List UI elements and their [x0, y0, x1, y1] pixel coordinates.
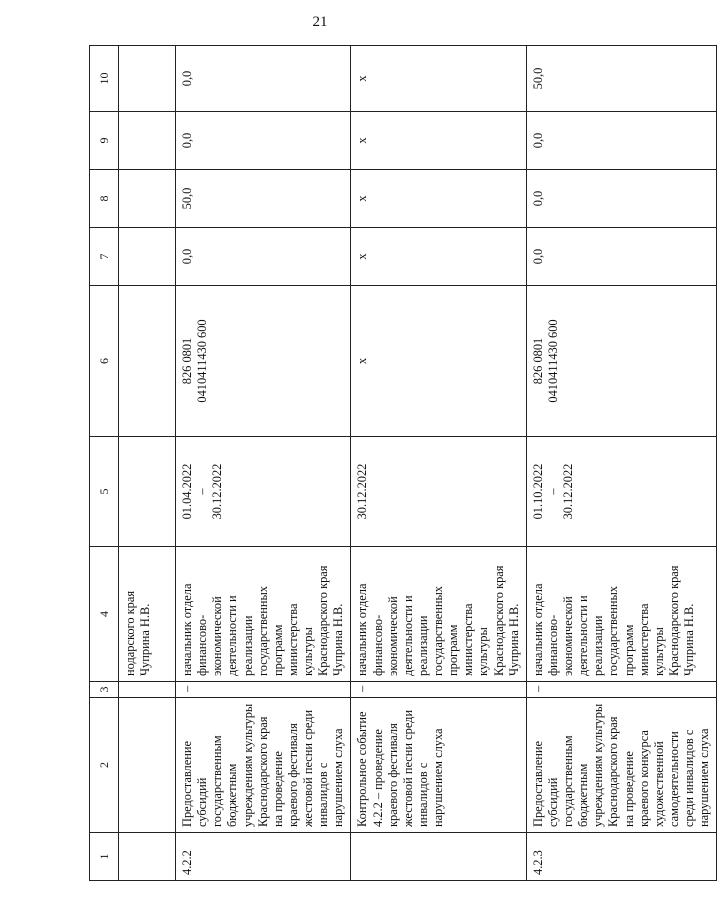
value-col10: х	[351, 46, 526, 112]
period-start: 30.12.2022	[355, 463, 370, 520]
value-col7: 0,0	[526, 228, 717, 286]
column-header: 6	[90, 286, 119, 437]
table-row	[176, 46, 351, 881]
kbk-line-1: 826 0801	[530, 337, 545, 385]
row-col3: –	[176, 682, 351, 698]
table-cell	[119, 698, 176, 833]
period-dash: –	[545, 488, 560, 495]
column-header: 8	[90, 170, 119, 228]
value-col9: 0,0	[176, 112, 351, 170]
row-responsible: начальник отдела финансово-экономической деятельности и реализации государственных программ министерства культуры Краснодарского края Чуприна Н.В.	[351, 547, 526, 682]
value-col7: 0,0	[176, 228, 351, 286]
budget-table	[89, 45, 717, 881]
table-cell	[119, 46, 176, 112]
table-cell	[119, 170, 176, 228]
row-period	[176, 437, 351, 547]
column-header: 4	[90, 547, 119, 682]
rotated-table-frame	[89, 46, 712, 881]
row-col3: –	[351, 682, 526, 698]
responsible-continuation: нодарского края Чуприна Н.В.	[119, 547, 176, 682]
row-kbk	[526, 286, 717, 437]
value-col10: 50,0	[526, 46, 717, 112]
value-col10: 0,0	[176, 46, 351, 112]
row-col3: –	[526, 682, 717, 698]
column-header: 7	[90, 228, 119, 286]
row-kbk	[351, 286, 526, 437]
kbk-line-1: 826 0801	[180, 337, 194, 385]
column-header: 5	[90, 437, 119, 547]
value-col9: 0,0	[526, 112, 717, 170]
kbk-line-1: х	[355, 357, 370, 365]
row-period	[526, 437, 717, 547]
period-end: 30.12.2022	[561, 463, 575, 520]
column-header: 10	[90, 46, 119, 112]
table-row	[351, 46, 526, 881]
value-col8: 50,0	[176, 170, 351, 228]
row-code: 4.2.3	[526, 833, 717, 881]
kbk-line-2: 0410411430 600	[545, 319, 560, 403]
value-col7: х	[351, 228, 526, 286]
row-period	[351, 437, 526, 547]
row-responsible: начальник отдела финансово-экономической деятельности и реализации государственных программ министерства культуры Краснодарского края Чуприна Н.В.	[176, 547, 351, 682]
row-responsible: начальник отдела финансово-экономической деятельности и реализации государственных программ министерства культуры Краснодарского края Чуприна Н.В.	[526, 547, 717, 682]
value-col8: 0,0	[526, 170, 717, 228]
row-code	[351, 833, 526, 881]
table-cell	[119, 833, 176, 881]
row-kbk	[176, 286, 351, 437]
table-cell	[119, 682, 176, 698]
column-header: 2	[90, 698, 119, 833]
column-header: 1	[90, 833, 119, 881]
continuation-row	[119, 46, 176, 881]
table-row	[526, 46, 717, 881]
period-end: 30.12.2022	[210, 463, 225, 520]
table-cell	[119, 228, 176, 286]
period-start: 01.10.2022	[530, 463, 545, 520]
row-description: Контрольное событие 4.2.2 – проведение краевого фестиваля жестовой песни среди инвалидов с нарушением слуха	[351, 698, 526, 833]
value-col8: х	[351, 170, 526, 228]
row-description: Предоставление субсидий государственным бюджетным учреждениям культуры Краснодарского края на проведение краевого конкурса художественной самодеятельности среди инвалидов с нарушением слуха	[526, 698, 717, 833]
page-number: 21	[312, 14, 328, 30]
row-description: Предоставление субсидий государственным бюджетным учреждениям культуры Краснодарского края на проведение краевого фестиваля жестовой песни среди инвалидов с нарушением слуха	[176, 698, 351, 833]
table-cell	[119, 286, 176, 437]
column-header: 3	[90, 682, 119, 698]
period-start: 01.04.2022	[180, 463, 194, 520]
table-cell	[119, 437, 176, 547]
table-cell	[119, 112, 176, 170]
period-dash: –	[195, 488, 210, 495]
row-code: 4.2.2	[176, 833, 351, 881]
column-header: 9	[90, 112, 119, 170]
kbk-line-2: 0410411430 600	[195, 319, 210, 403]
value-col9: х	[351, 112, 526, 170]
column-number-row	[90, 46, 119, 881]
